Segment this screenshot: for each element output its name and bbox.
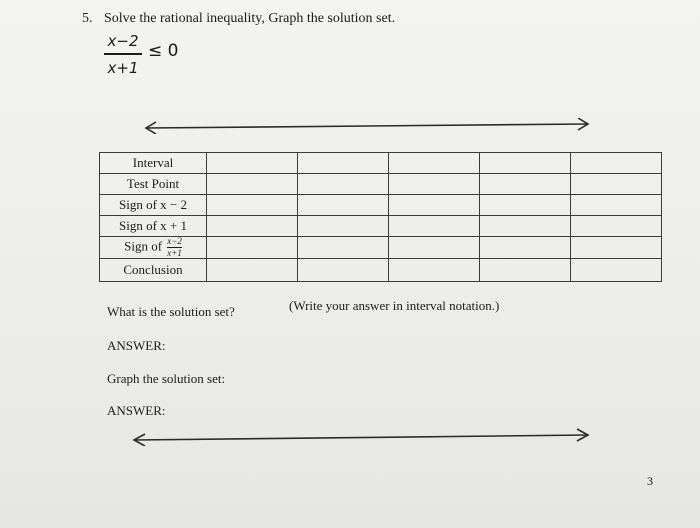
table-row [100, 237, 662, 259]
table-row [100, 216, 662, 237]
table-row [100, 153, 662, 174]
denominator: x+1 [107, 58, 139, 77]
table-cell[interactable] [571, 237, 662, 259]
table-row [100, 174, 662, 195]
table-cell[interactable] [571, 195, 662, 216]
table-cell[interactable] [298, 259, 389, 282]
table-cell[interactable] [389, 195, 480, 216]
table-cell[interactable] [480, 195, 571, 216]
fraction-bar [104, 53, 142, 55]
table-cell[interactable] [389, 153, 480, 174]
row-label: Test Point [100, 174, 207, 195]
table-cell[interactable] [480, 174, 571, 195]
table-cell[interactable] [571, 216, 662, 237]
table-cell[interactable] [571, 174, 662, 195]
table-cell[interactable] [207, 216, 298, 237]
sign-table [99, 152, 662, 282]
table-cell[interactable] [207, 195, 298, 216]
table-row [100, 259, 662, 282]
table-cell[interactable] [298, 153, 389, 174]
small-fraction [167, 237, 182, 258]
small-fraction-numerator: x−2 [167, 236, 182, 246]
page-number: 3 [647, 474, 653, 488]
table-cell[interactable] [389, 174, 480, 195]
table-cell[interactable] [298, 195, 389, 216]
row-label: Conclusion [100, 259, 207, 282]
table-row [100, 195, 662, 216]
table-cell[interactable] [207, 174, 298, 195]
table-cell[interactable] [480, 153, 571, 174]
table-cell[interactable] [298, 237, 389, 259]
number-line-answer[interactable] [130, 428, 592, 446]
solution-question: What is the solution set? [107, 304, 235, 319]
table-cell[interactable] [207, 153, 298, 174]
table-cell[interactable] [298, 216, 389, 237]
question-number: 5. [82, 11, 93, 26]
rational-expression [104, 32, 142, 77]
answer-label-graph: ANSWER: [107, 403, 166, 418]
table-cell[interactable] [298, 174, 389, 195]
table-cell[interactable] [207, 259, 298, 282]
table-cell[interactable] [571, 153, 662, 174]
number-line-top[interactable] [142, 118, 592, 134]
row-label: Interval [100, 153, 207, 174]
table-cell[interactable] [480, 237, 571, 259]
table-cell[interactable] [389, 216, 480, 237]
row-label [100, 237, 207, 259]
row-label: Sign of x − 2 [100, 195, 207, 216]
graph-prompt: Graph the solution set: [107, 371, 226, 386]
small-fraction-denominator: x+1 [167, 248, 182, 258]
table-cell[interactable] [389, 259, 480, 282]
inequality-relation: ≤ 0 [148, 41, 179, 61]
table-cell[interactable] [480, 259, 571, 282]
solution-instruction: (Write your answer in interval notation.) [289, 298, 500, 313]
table-cell[interactable] [480, 216, 571, 237]
table-cell[interactable] [571, 259, 662, 282]
question-prompt: Solve the rational inequality, Graph the solution set. [104, 11, 396, 26]
table-cell[interactable] [389, 237, 480, 259]
row-label-text: Sign of [124, 238, 163, 254]
table-cell[interactable] [207, 237, 298, 259]
answer-label-interval: ANSWER: [107, 338, 166, 353]
numerator: x−2 [107, 32, 139, 50]
row-label: Sign of x + 1 [100, 216, 207, 237]
